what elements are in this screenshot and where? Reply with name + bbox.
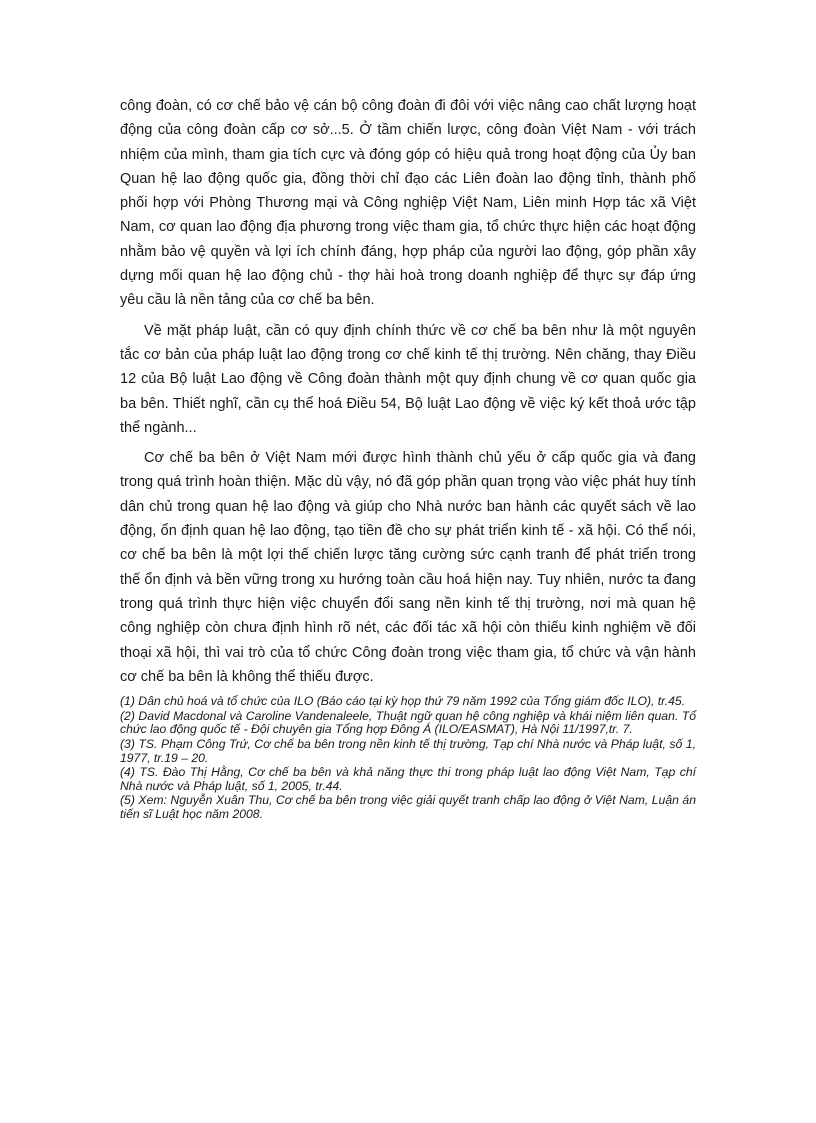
document-page xyxy=(120,94,696,822)
footnote-4: (4) TS. Đào Thị Hằng, Cơ chế ba bên và khả năng thực thi trong pháp luật lao động Việt Nam, Tạp chí Nhà nước và Pháp luật, số 1, 2005, tr.44. xyxy=(120,765,696,793)
footnote-2: (2) David Macdonal và Caroline Vandenaleele, Thuật ngữ quan hệ công nghiệp và khái niệm liên quan. Tổ chức lao động quốc tế - Đội chuyên gia Tổng hợp Đông Á (ILO/EASMAT), Hà Nội 11/1997,tr. 7. xyxy=(120,708,696,737)
footnotes xyxy=(120,695,696,821)
paragraph-3: Cơ chế ba bên ở Việt Nam mới được hình thành chủ yếu ở cấp quốc gia và đang trong quá trình hoàn thiện. Mặc dù vậy, nó đã góp phần quan trọng vào việc phát huy tính dân chủ trong quan hệ lao động và giúp cho Nhà nước ban hành các quyết sách về lao động, ổn định quan hệ lao động, tạo tiền đề cho sự phát triển kinh tế - xã hội. Có thể nói, cơ chế ba bên là một lợi thế chiến lược tăng cường sức cạnh tranh để phát triển trong thế ổn định và bền vững trong xu hướng toàn cầu hoá hiện nay. Tuy nhiên, nước ta đang trong quá trình thực hiện việc chuyển đổi sang nền kinh tế thị trường, nơi mà quan hệ công nghiệp còn chưa định hình rõ nét, các đối tác xã hội còn thiếu kinh nghiệm về đối thoại xã hội, thì vai trò của tổ chức Công đoàn trong việc tham gia, tổ chức và vận hành cơ chế ba bên là không thể thiếu được. xyxy=(120,450,696,685)
footnote-1: (1) Dân chủ hoá và tổ chức của ILO (Báo cáo tại kỳ họp thứ 79 năm 1992 của Tổng giám đốc ILO), tr.45. xyxy=(120,694,686,709)
footnote-5: (5) Xem: Nguyễn Xuân Thu, Cơ chế ba bên trong việc giải quyết tranh chấp lao động ở Việt Nam, Luận án tiến sĩ Luật học năm 2008. xyxy=(120,793,696,821)
footnote-3: (3) TS. Phạm Công Trứ, Cơ chế ba bên trong nền kinh tế thị trường, Tạp chí Nhà nước và Pháp luật, số 1, 1977, tr.19 – 20. xyxy=(120,736,696,765)
paragraph-2: Về mặt pháp luật, cần có quy định chính thức về cơ chế ba bên như là một nguyên tắc cơ bản của pháp luật lao động trong cơ chế kinh tế thị trường. Nên chăng, thay Điều 12 của Bộ luật Lao động về Công đoàn thành một quy định chung về cơ quan quốc gia ba bên. Thiết nghĩ, cần cụ thể hoá Điều 54, Bộ luật Lao động về việc ký kết thoả ước tập thể ngành... xyxy=(120,322,696,436)
paragraph-1: công đoàn, có cơ chế bảo vệ cán bộ công đoàn đi đôi với việc nâng cao chất lượng hoạt động của công đoàn cấp cơ sở...5. Ở tầm chiến lược, công đoàn Việt Nam - với trách nhiệm của mình, tham gia tích cực và đóng góp có hiệu quả trong hoạt động của Ủy ban Quan hệ lao động quốc gia, đồng thời chỉ đạo các Liên đoàn lao động tỉnh, thành phố phối hợp với Phòng Thương mại và Công nghiệp Việt Nam, Liên minh Hợp tác xã Việt Nam, cơ quan lao động địa phương trong việc tham gia, tổ chức thực hiện các hoạt động nhằm bảo vệ quyền và lợi ích chính đáng, hợp pháp của người lao động, góp phần xây dựng mối quan hệ lao động chủ - thợ hài hoà trong doanh nghiệp để thực sự đáp ứng yêu cầu là nền tảng của cơ chế ba bên. xyxy=(120,98,696,309)
